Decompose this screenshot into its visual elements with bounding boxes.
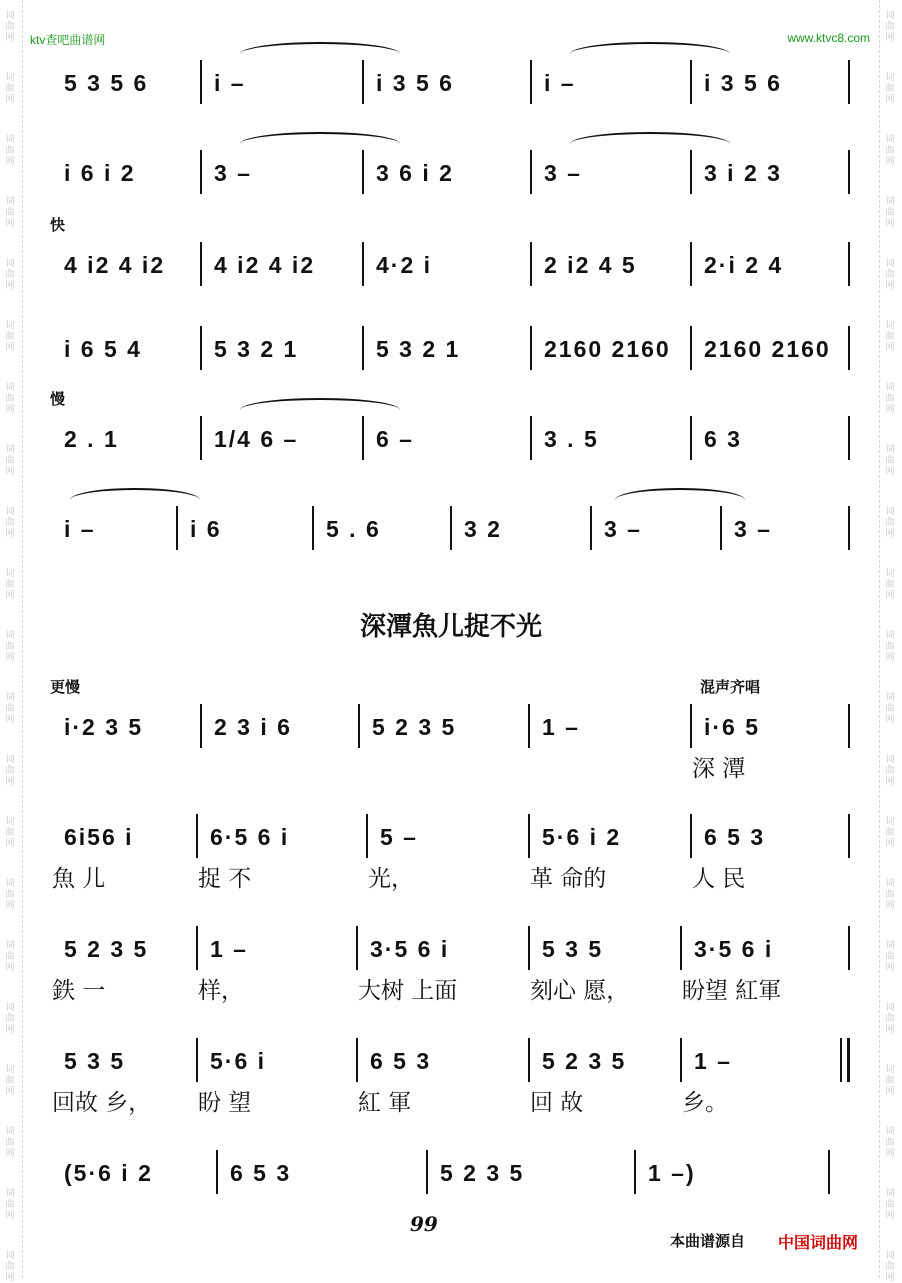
measure-notes: 1 –): [648, 1160, 696, 1186]
measure-notes: 4 i2 4 i2: [214, 252, 316, 278]
bar-line: [200, 60, 202, 104]
side-watermark-text: 词 曲 网: [5, 692, 15, 724]
bar-line: [530, 60, 532, 104]
bar-line: [530, 150, 532, 194]
bar-line: [530, 416, 532, 460]
measure-notes: 3 6 i 2: [376, 160, 454, 186]
measure-notes: 2160 2160: [704, 336, 831, 362]
tempo-marking: 慢: [50, 391, 66, 408]
footer-source-site: 中国词曲网: [778, 1235, 859, 1252]
bar-line: [366, 814, 368, 858]
bar-line: [200, 326, 202, 370]
side-watermark-text: 词 曲 网: [5, 878, 15, 910]
measure-notes: i 3 5 6: [376, 70, 454, 96]
bar-line: [362, 60, 364, 104]
measure-notes: 4 i2 4 i2: [64, 252, 166, 278]
lyric-text: 回故 乡，: [52, 1090, 152, 1116]
side-watermark-text: 词 曲 网: [5, 816, 15, 848]
side-watermark-text: 词 曲 网: [885, 72, 895, 104]
lyric-text: 回 故: [530, 1090, 584, 1116]
side-watermark-text: 词 曲 网: [885, 1002, 895, 1034]
measure-notes: i·2 3 5: [64, 714, 144, 740]
bar-line: [530, 242, 532, 286]
slur-mark: [570, 132, 730, 156]
score-row: [50, 160, 852, 240]
measure-notes: 1 –: [694, 1048, 732, 1074]
measure-notes: 6i56 i: [64, 824, 134, 850]
bar-line: [840, 1038, 842, 1082]
bar-line: [196, 814, 198, 858]
measure-notes: 3 –: [544, 160, 582, 186]
bar-line: [690, 416, 692, 460]
side-watermark-text: 词 曲 网: [5, 568, 15, 600]
slur-mark: [240, 42, 400, 66]
bar-line: [362, 150, 364, 194]
side-watermark-text: 词 曲 网: [885, 630, 895, 662]
measure-notes: 3·5 6 i: [694, 936, 774, 962]
measure-notes: i 6: [190, 516, 222, 542]
slur-mark: [570, 42, 730, 66]
side-watermark-text: 词 曲 网: [5, 444, 15, 476]
side-watermark-text: 词 曲 网: [5, 630, 15, 662]
side-watermark-text: 词 曲 网: [885, 10, 895, 42]
measure-notes: 5 3 5: [64, 1048, 126, 1074]
score-row: [50, 936, 852, 1016]
bar-line: [362, 242, 364, 286]
bar-line: [528, 704, 530, 748]
bar-line: [528, 1038, 530, 1082]
bar-line: [690, 704, 692, 748]
slur-mark: [70, 488, 200, 512]
measure-notes: 1/4 6 –: [214, 426, 299, 452]
measure-notes: 1 –: [210, 936, 248, 962]
bar-line: [690, 326, 692, 370]
bar-line: [848, 506, 850, 550]
measure-notes: 2 i2 4 5: [544, 252, 637, 278]
bar-line: [196, 1038, 198, 1082]
bar-line: [828, 1150, 830, 1194]
lyric-text: 鉄 一: [52, 978, 106, 1004]
measure-notes: 5·6 i 2: [542, 824, 622, 850]
measure-notes: 5 2 3 5: [440, 1160, 525, 1186]
bar-line: [680, 926, 682, 970]
song-title: 深潭魚儿捉不光: [359, 612, 542, 642]
side-watermark-text: 词 曲 网: [885, 320, 895, 352]
bar-line: [848, 60, 850, 104]
side-watermark-text: 词 曲 网: [885, 134, 895, 166]
side-watermark-text: 词 曲 网: [5, 258, 15, 290]
header-left-site: ktv查吧曲谱网: [30, 33, 106, 47]
side-watermark-text: 词 曲 网: [885, 878, 895, 910]
measure-notes: 5 2 3 5: [372, 714, 457, 740]
measure-notes: i –: [64, 516, 96, 542]
side-watermark-text: 词 曲 网: [5, 754, 15, 786]
bar-line: [848, 814, 850, 858]
lyric-text: 样，: [198, 978, 244, 1004]
side-watermark-text: 词 曲 网: [5, 1250, 15, 1282]
side-watermark-text: 词 曲 网: [885, 196, 895, 228]
side-watermark-text: 词 曲 网: [885, 692, 895, 724]
bar-line: [680, 1038, 682, 1082]
measure-notes: 5 3 5: [542, 936, 604, 962]
bar-line: [176, 506, 178, 550]
side-watermark-text: 词 曲 网: [5, 506, 15, 538]
side-watermark-text: 词 曲 网: [885, 506, 895, 538]
measure-notes: 5 2 3 5: [542, 1048, 627, 1074]
score-row: [50, 70, 852, 150]
bar-line: [200, 242, 202, 286]
bar-line: [200, 704, 202, 748]
bar-line: [690, 60, 692, 104]
slur-mark: [615, 488, 745, 512]
side-watermark-text: 词 曲 网: [885, 1126, 895, 1158]
measure-notes: 3·5 6 i: [370, 936, 450, 962]
tempo-marking: 更慢: [50, 679, 81, 696]
bar-line: [426, 1150, 428, 1194]
measure-notes: (5·6 i 2: [64, 1160, 153, 1186]
measure-notes: 2160 2160: [544, 336, 671, 362]
measure-notes: 5 2 3 5: [64, 936, 149, 962]
side-watermark-text: 词 曲 网: [885, 258, 895, 290]
lyric-text: 革 命的: [530, 866, 607, 892]
bar-line: [848, 416, 850, 460]
bar-line: [690, 814, 692, 858]
measure-notes: 2 . 1: [64, 426, 119, 452]
bar-line: [848, 926, 850, 970]
bar-line: [590, 506, 592, 550]
lyric-text: 紅 軍: [358, 1090, 412, 1116]
bar-line: [216, 1150, 218, 1194]
measure-notes: i –: [214, 70, 246, 96]
header-right-site: www.ktvc8.com: [787, 31, 870, 45]
measure-notes: i·6 5: [704, 714, 761, 740]
measure-notes: 6 –: [376, 426, 414, 452]
lyric-text: 深 潭: [692, 756, 746, 782]
slur-mark: [240, 132, 400, 156]
measure-notes: 5 –: [380, 824, 418, 850]
measure-notes: 3 i 2 3: [704, 160, 782, 186]
score-row: [50, 516, 852, 596]
side-watermark-text: 词 曲 网: [885, 1064, 895, 1096]
bar-line: [450, 506, 452, 550]
side-watermark-text: 词 曲 网: [5, 320, 15, 352]
side-watermark-text: 词 曲 网: [5, 940, 15, 972]
measure-notes: i 6 i 2: [64, 160, 136, 186]
bar-line: [690, 150, 692, 194]
bar-line: [362, 416, 364, 460]
bar-line: [528, 926, 530, 970]
lyric-text: 人 民: [692, 866, 746, 892]
lyric-text: 乡。: [682, 1090, 728, 1116]
side-watermark-text: 词 曲 网: [5, 1126, 15, 1158]
lyric-text: 大树 上面: [358, 978, 458, 1004]
bar-line: [356, 1038, 358, 1082]
measure-notes: 2·i 2 4: [704, 252, 784, 278]
slur-mark: [240, 398, 400, 422]
side-watermark-text: 词 曲 网: [5, 134, 15, 166]
page-number: 99: [410, 1212, 438, 1236]
bar-line: [848, 326, 850, 370]
score-row: [50, 217, 852, 332]
measure-notes: 6 5 3: [370, 1048, 432, 1074]
side-watermark-text: 词 曲 网: [885, 816, 895, 848]
lyric-text: 盼 望: [198, 1090, 252, 1116]
measure-notes: 3 –: [734, 516, 772, 542]
bar-line: [848, 704, 850, 748]
score-row: [50, 824, 852, 904]
bar-line: [312, 506, 314, 550]
measure-notes: 3 . 5: [544, 426, 599, 452]
bar-line: [530, 326, 532, 370]
lyric-text: 魚 儿: [52, 866, 106, 892]
side-watermark-text: 词 曲 网: [5, 382, 15, 414]
bar-line: [200, 150, 202, 194]
side-watermark-text: 词 曲 网: [885, 1250, 895, 1282]
bar-line: [848, 242, 850, 286]
side-watermark-text: 词 曲 网: [885, 382, 895, 414]
lyric-text: 刻心 愿，: [530, 978, 630, 1004]
measure-notes: 2 3 i 6: [214, 714, 292, 740]
bar-line: [356, 926, 358, 970]
bar-line: [196, 926, 198, 970]
voice-marking: 混声齐唱: [700, 679, 761, 696]
measure-notes: 3 2: [464, 516, 502, 542]
lyric-text: 盼望 紅軍: [682, 978, 782, 1004]
side-watermark-text: 词 曲 网: [885, 444, 895, 476]
tempo-marking: 快: [50, 217, 66, 234]
side-watermark-text: 词 曲 网: [5, 1064, 15, 1096]
score-row: [50, 1048, 852, 1128]
measure-notes: 6 5 3: [230, 1160, 292, 1186]
score-row: [50, 679, 852, 794]
measure-notes: 1 –: [542, 714, 580, 740]
lyric-text: 捉 不: [198, 866, 252, 892]
measure-notes: i 3 5 6: [704, 70, 782, 96]
measure-notes: 6 5 3: [704, 824, 766, 850]
side-watermark-text: 词 曲 网: [885, 754, 895, 786]
side-watermark-text: 词 曲 网: [5, 1188, 15, 1220]
measure-notes: 5 3 2 1: [376, 336, 461, 362]
footer-source-label: 本曲谱源自: [670, 1233, 746, 1250]
measure-notes: 5 3 5 6: [64, 70, 149, 96]
bar-line: [634, 1150, 636, 1194]
side-watermark-text: 词 曲 网: [885, 568, 895, 600]
side-watermark-text: 词 曲 网: [885, 940, 895, 972]
bar-line: [720, 506, 722, 550]
measure-notes: 5·6 i: [210, 1048, 267, 1074]
measure-notes: 6·5 6 i: [210, 824, 290, 850]
bar-line: [528, 814, 530, 858]
measure-notes: i –: [544, 70, 576, 96]
bar-line: [848, 150, 850, 194]
bar-line: [362, 326, 364, 370]
measure-notes: 3 –: [604, 516, 642, 542]
bar-line: [690, 242, 692, 286]
measure-notes: i 6 5 4: [64, 336, 142, 362]
measure-notes: 6 3: [704, 426, 742, 452]
bar-line: [200, 416, 202, 460]
measure-notes: 5 . 6: [326, 516, 381, 542]
side-watermark-text: 词 曲 网: [5, 1002, 15, 1034]
lyric-text: 光，: [368, 866, 414, 892]
measure-notes: 3 –: [214, 160, 252, 186]
bar-line: [358, 704, 360, 748]
measure-notes: 5 3 2 1: [214, 336, 299, 362]
score-row: [50, 336, 852, 416]
measure-notes: 4·2 i: [376, 252, 433, 278]
side-watermark-text: 词 曲 网: [885, 1188, 895, 1220]
side-watermark-text: 词 曲 网: [5, 72, 15, 104]
side-watermark-text: 词 曲 网: [5, 196, 15, 228]
side-watermark-text: 词 曲 网: [5, 10, 15, 42]
